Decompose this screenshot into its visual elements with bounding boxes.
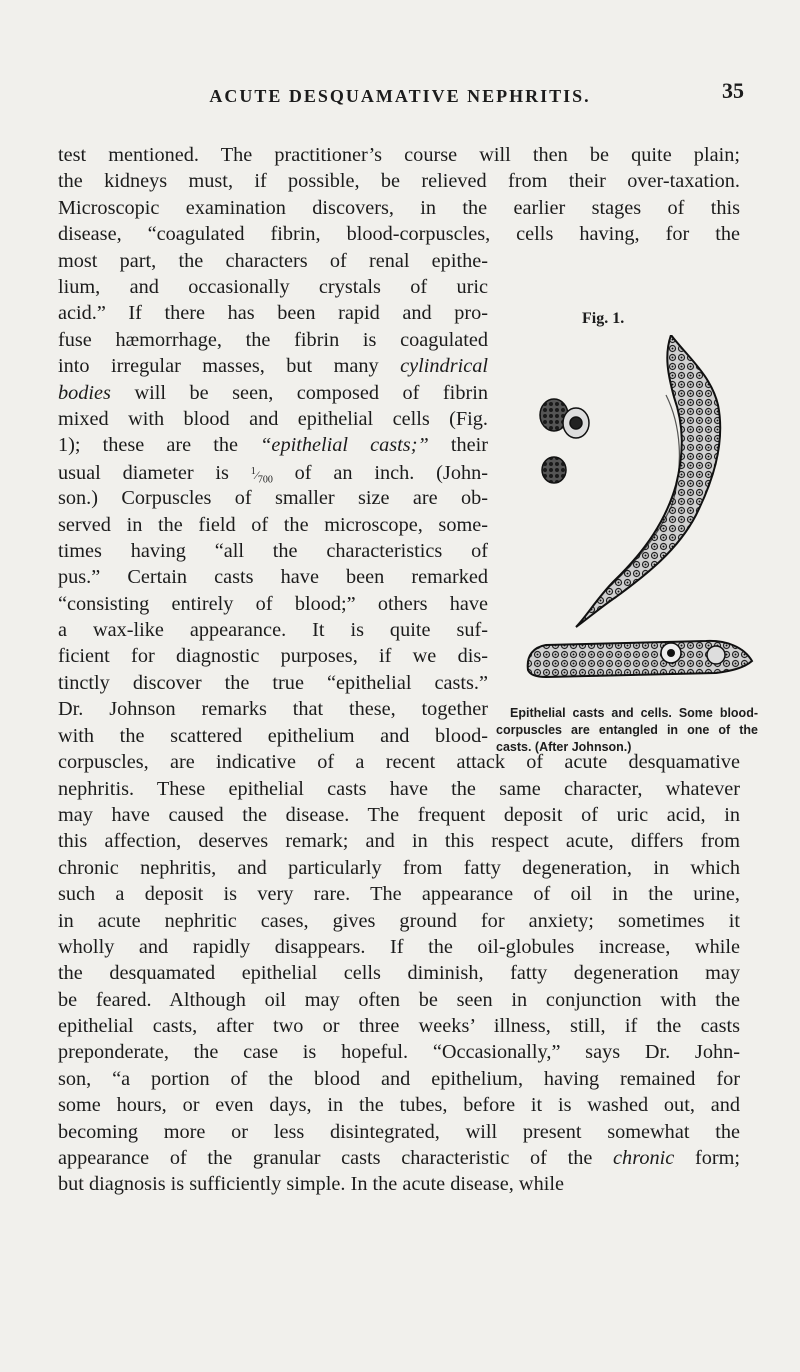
text-line <box>58 432 488 458</box>
paragraph-narrow <box>58 248 488 749</box>
text-fragment: 1); these are the <box>58 434 239 457</box>
text-line: test mentioned. The practitioner’s course will then be quite plain; <box>58 144 740 166</box>
text-line <box>58 459 488 485</box>
text-line: in acute nephritic cases, gives ground for anxiety; sometimes it <box>58 909 740 932</box>
text-line: becoming more or less disintegrated, will present somewhat the <box>58 1120 740 1143</box>
text-fragment: usual diameter is <box>58 461 229 484</box>
text-line: preponderate, the case is hopeful. “Occasionally,” says Dr. John- <box>58 1041 740 1064</box>
text-line: nephritis. These epithelial casts have the same character, whatever <box>58 777 740 800</box>
loose-cells <box>540 399 589 483</box>
epithelial-casts-illustration <box>506 335 756 695</box>
text-line: chronic nephritis, and particularly from fatty degeneration, in which <box>58 856 740 879</box>
text-fragment: their <box>450 434 488 457</box>
text-line <box>58 353 488 379</box>
text-line: fuse hæmorrhage, the fibrin is coagulated <box>58 328 488 351</box>
text-fragment: appearance of the granular casts characteristic of the <box>58 1147 593 1170</box>
text-line: be feared. Although oil may often be seen in conjunction with the <box>58 988 740 1011</box>
text-line: Microscopic examination discovers, in the earlier stages of this <box>58 196 740 219</box>
text-line: a wax-like appearance. It is quite suf- <box>58 619 488 642</box>
text-line: some hours, or even days, in the tubes, before it is washed out, and <box>58 1094 740 1117</box>
page-number: 35 <box>722 78 744 103</box>
text-line: son.) Corpuscles of smaller size are ob- <box>58 487 488 510</box>
text-line: mixed with blood and epithelial cells (Fig. <box>58 407 488 430</box>
text-line: acid.” If there has been rapid and pro- <box>58 302 488 325</box>
text-line: with the scattered epithelium and blood- <box>58 724 488 747</box>
text-line: most part, the characters of renal epithe- <box>58 249 488 272</box>
text-line: “consisting entirely of blood;” others have <box>58 592 488 615</box>
italic-epithelial-casts: “epithelial casts;” <box>260 434 429 457</box>
text-line: but diagnosis is sufficiently simple. In the acute disease, while <box>58 1173 564 1196</box>
text-line: times having “all the characteristics of <box>58 539 488 562</box>
text-line: epithelial casts, after two or three weeks’ illness, still, if the casts <box>58 1015 740 1038</box>
italic-bodies: bodies <box>58 381 111 404</box>
text-fragment: of an inch. (John- <box>294 461 488 484</box>
text-line: may have caused the disease. The frequent deposit of uric acid, in <box>58 803 740 826</box>
paragraph-top <box>58 142 740 248</box>
text-line: such a deposit is very rare. The appearance of oil in the urine, <box>58 883 740 906</box>
text-line: ficient for diagnostic purposes, if we dis- <box>58 645 488 668</box>
italic-chronic: chronic <box>613 1147 675 1170</box>
text-line <box>58 1145 740 1171</box>
text-line: tinctly discover the true “epithelial casts.” <box>58 671 488 694</box>
text-line: pus.” Certain casts have been remarked <box>58 566 488 589</box>
text-line: the desquamated epithelial cells diminish, fatty degeneration may <box>58 962 740 985</box>
figure-label: Fig. 1. <box>582 310 625 327</box>
figure-caption-text: Epithelial casts and cells. Some blood-corpuscles are entangled in one of the casts. (After Johnson.) <box>496 706 758 754</box>
paragraph-bottom <box>58 749 740 1198</box>
text-line: served in the field of the microscope, some- <box>58 513 488 536</box>
running-title: ACUTE DESQUAMATIVE NEPHRITIS. <box>209 86 591 106</box>
long-cast <box>576 335 720 627</box>
text-line: lium, and occasionally crystals of uric <box>58 275 488 298</box>
text-line: wholly and rapidly disappears. If the oil-globules increase, while <box>58 935 740 958</box>
text-line: disease, “coagulated fibrin, blood-corpuscles, cells having, for the <box>58 223 740 246</box>
fraction-denominator: 700 <box>257 474 273 486</box>
text-line: son, “a portion of the blood and epithelium, having remained for <box>58 1067 740 1090</box>
italic-cylindrical: cylindrical <box>400 355 488 378</box>
fraction-numerator: 1 <box>250 465 256 477</box>
text-line: Dr. Johnson remarks that these, together <box>58 698 488 721</box>
text-fragment: into irregular masses, but many <box>58 355 379 378</box>
text-line <box>58 380 488 406</box>
text-fragment: will be seen, composed of fibrin <box>110 381 488 404</box>
text-line: this affection, deserves remark; and in this respect acute, differs from <box>58 830 740 853</box>
text-line: the kidneys must, if possible, be relieved from their over-taxation. <box>58 170 740 193</box>
text-fragment: form; <box>694 1147 740 1170</box>
text-line: corpuscles, are indicative of a recent attack of acute desquamative <box>58 751 740 774</box>
fraction: $^1⁄_{700}$ <box>250 465 273 486</box>
